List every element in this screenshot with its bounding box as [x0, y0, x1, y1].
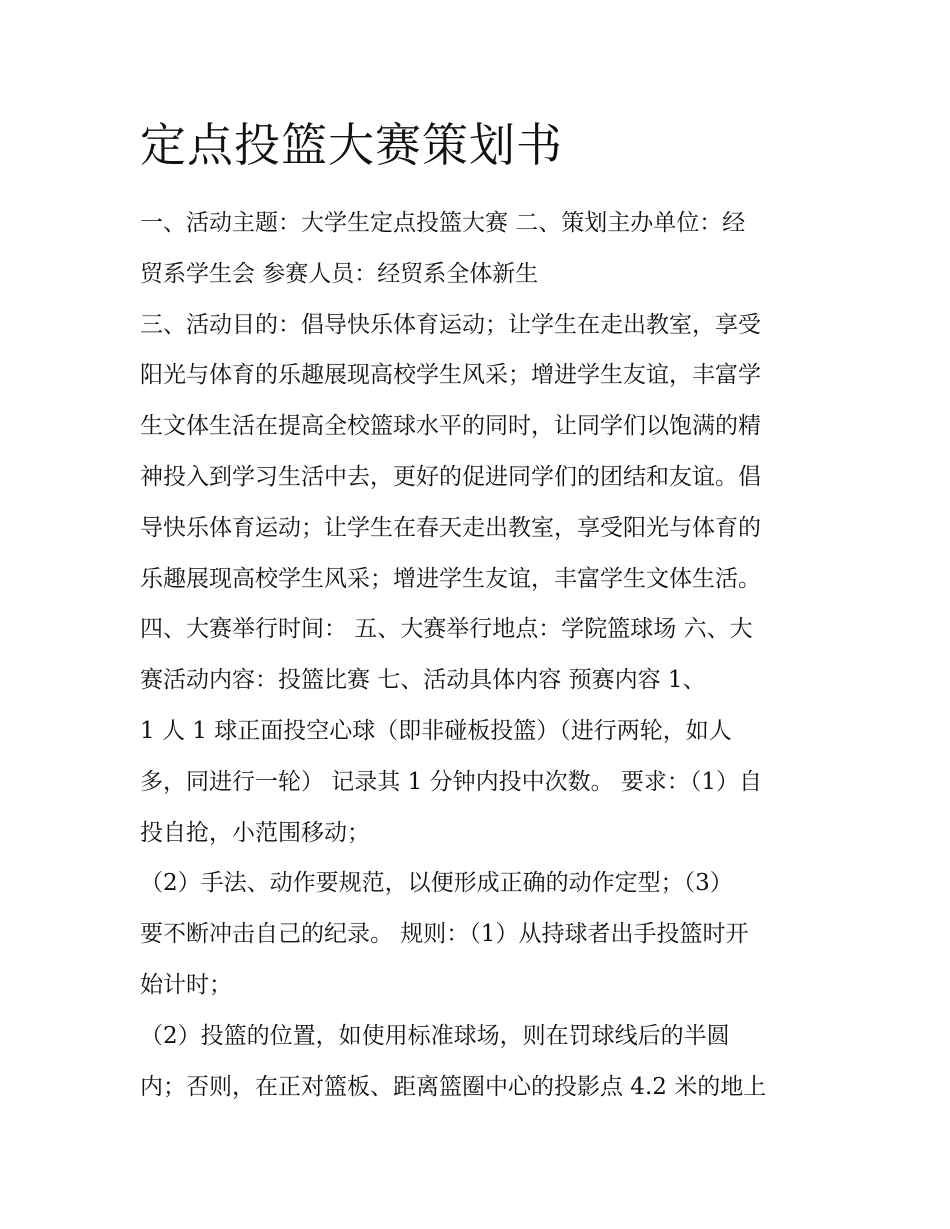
document-title: 定点投篮大赛策划书 — [140, 118, 563, 172]
body-line: 贸系学生会 参赛人员：经贸系全体新生 — [140, 260, 539, 287]
body-line: （2）投篮的位置，如使用标准球场，则在罚球线后的半圆 — [140, 1022, 730, 1049]
body-line: 投自抢，小范围移动； — [140, 819, 370, 846]
body-line: 乐趣展现高校学生风采；增进学生友谊，丰富学生文体生活。 — [140, 565, 761, 592]
body-line: 赛活动内容：投篮比赛 七、活动具体内容 预赛内容 1、 — [140, 667, 706, 694]
body-line: 一、活动主题：大学生定点投篮大赛 二、策划主办单位：经 — [140, 210, 746, 236]
body-line: 始计时； — [140, 971, 232, 998]
body-line: 阳光与体育的乐趣展现高校学生风采；增进学生友谊，丰富学 — [140, 362, 761, 389]
body-line: 三、活动目的：倡导快乐体育运动；让学生在走出教室，享受 — [140, 311, 761, 338]
body-line: （2）手法、动作要规范，以便形成正确的动作定型；（3） — [140, 870, 733, 897]
body-line: 四、大赛举行时间： 五、大赛举行地点：学院篮球场 六、大 — [140, 616, 753, 643]
body-line: 1 人 1 球正面投空心球（即非碰板投篮）（进行两轮，如人 — [140, 717, 732, 744]
body-line: 要不断冲击自己的纪录。 规则：（1）从持球者出手投篮时开 — [140, 921, 749, 948]
document-body — [140, 198, 820, 1112]
body-line: 导快乐体育运动；让学生在春天走出教室，享受阳光与体育的 — [140, 514, 761, 541]
body-line: 多，同进行一轮） 记录其 1 分钟内投中次数。 要求：（1）自 — [140, 768, 763, 795]
body-line: 神投入到学习生活中去，更好的促进同学们的团结和友谊。倡 — [140, 463, 761, 490]
body-line: 生文体生活在提高全校篮球水平的同时，让同学们以饱满的精 — [140, 413, 761, 440]
body-line: 内；否则，在正对篮板、距离篮圈中心的投影点 4.2 米的地上 — [140, 1073, 767, 1100]
